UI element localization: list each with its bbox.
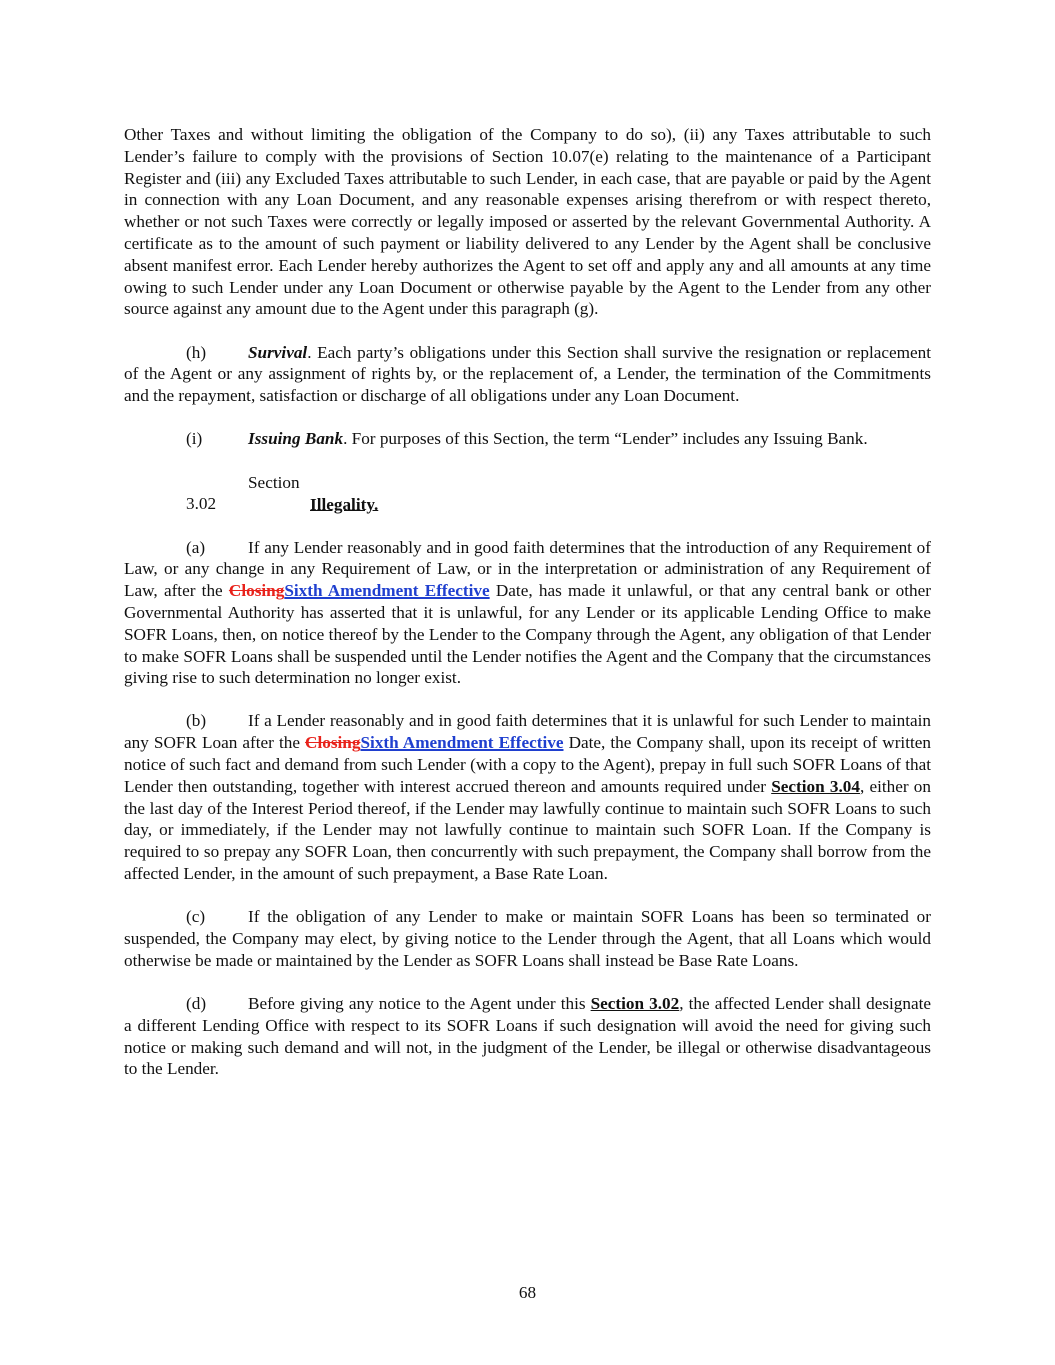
paragraph-h-title: Survival <box>248 342 308 362</box>
paragraph-h-text: Each party’s obligations under this Section shall survive the resignation or replacement of the Agent or any assignment of rights by, or the replacement of, a Lender, the termination of the Commitments and the repayment, satisfaction or discharge of all obligations under any Loan Document. <box>124 342 931 406</box>
paragraph-i-title: Issuing Bank <box>248 429 344 449</box>
section-heading <box>124 472 931 516</box>
paragraph-b-text-1: If a Lender reasonably and in good faith determines that it is unlawful for such Lender to maintain any SOFR Loan after the <box>124 711 931 753</box>
page-number: 68 <box>518 1283 537 1302</box>
paragraph-h-label: (h) <box>186 342 207 362</box>
document-page <box>124 124 931 1102</box>
section-number: Section 3.02 <box>186 472 300 514</box>
paragraph-g-continuation: Other Taxes and without limiting the obligation of the Company to do so), (ii) any Taxes attributable to such Lender’s failure to comply with the provisions of Section 10.07(e) relating to the maintenance of a Participant Register and (iii) any Excluded Taxes attributable to such Lender, in each case, that are payable or paid by the Agent in connection with any Loan Document, and any reasonable expenses arising therefrom or with respect thereto, whether or not such Taxes were correctly or legally imposed or asserted by the relevant Governmental Authority. A certificate as to the amount of such payment or liability delivered to any Lender by the Agent shall be conclusive absent manifest error. Each Lender hereby authorizes the Agent to set off and apply any and all amounts at any time owing to such Lender under any Loan Document or otherwise payable by the Agent to the Lender from any other source against any amount due to the Agent under this paragraph (g). <box>124 125 931 319</box>
paragraph-i-label: (i) <box>186 429 203 449</box>
paragraph-d <box>124 993 931 1080</box>
inserted-text: Sixth Amendment Effective <box>360 733 564 753</box>
paragraph-c-text: If the obligation of any Lender to make or maintain SOFR Loans has been so terminated or suspended, the Company may elect, by giving notice to the Lender through the Agent, that all Loans which would otherwise be made or maintained by the Lender as SOFR Loans shall instead be Base Rate Loans. <box>124 907 931 970</box>
section-3-02-link[interactable]: Section 3.02 <box>590 994 680 1014</box>
paragraph-a-text-1: If any Lender reasonably and in good faith determines that the introduction of any Requirement of Law, or any change in any Requirement of Law, or in the interpretation or administration of any Requirement of Law, after the <box>124 537 931 601</box>
paragraph-b-text-3: , either on the last day of the Interest Period thereof, if the Lender may lawfully continue to maintain such SOFR Loans to such day, or immediately, if the Lender may not lawfully continue to maintain such SOFR Loan. If the Company is required to so prepay any SOFR Loan, then concurrently with such prepayment, the Company shall borrow from the affected Lender, in the amount of such prepayment, a Base Rate Loan. <box>124 776 931 884</box>
paragraph-h-title-punct: . <box>307 342 312 362</box>
paragraph-i-title-punct: . <box>343 429 348 449</box>
deleted-text: Closing <box>228 581 285 601</box>
deleted-text: Closing <box>305 733 361 753</box>
paragraph-d-text-2: , the affected Lender shall designate a different Lending Office with respect to its SOFR Loans if such designation will avoid the need for giving such notice or making such demand and will not, in the judgment of the Lender, be illegal or otherwise disadvantageous to the Lender. <box>124 994 932 1079</box>
paragraph-h <box>124 342 931 407</box>
paragraph-d-text-1: Before giving any notice to the Agent under this <box>248 994 591 1014</box>
paragraph-b-label: (b) <box>186 711 207 731</box>
paragraph-d-label: (d) <box>186 994 207 1014</box>
paragraph-a-label: (a) <box>186 537 206 557</box>
paragraph-c-label: (c) <box>186 907 206 927</box>
paragraph-a <box>124 537 931 690</box>
paragraph-i <box>124 428 931 450</box>
paragraph-a-text-2: Date, has made it unlawful, or that any central bank or other Governmental Authority has asserted that it is unlawful, for any Lender or its applicable Lending Office to make SOFR Loans, then, on notice thereof by the Lender to the Company through the Agent, any obligation of that Lender to make SOFR Loans shall be suspended until the Lender notifies the Agent and the Company that the circumstances giving rise to such determination no longer exist. <box>124 581 931 688</box>
paragraph-i-text: For purposes of this Section, the term “Lender” includes any Issuing Bank. <box>347 429 868 449</box>
paragraph-b-text-2: Date, the Company shall, upon its receipt of written notice of such fact and demand from such Lender (with a copy to the Agent), prepay in full such SOFR Loans of that Lender then outstanding, together with interest accrued thereon and amounts required under <box>124 733 931 796</box>
inserted-text: Sixth Amendment Effective <box>284 581 490 601</box>
section-title: Illegality. <box>310 494 379 514</box>
section-3-04-link[interactable]: Section 3.04 <box>771 776 860 796</box>
paragraph-b <box>124 710 931 884</box>
paragraph-c <box>124 906 931 971</box>
